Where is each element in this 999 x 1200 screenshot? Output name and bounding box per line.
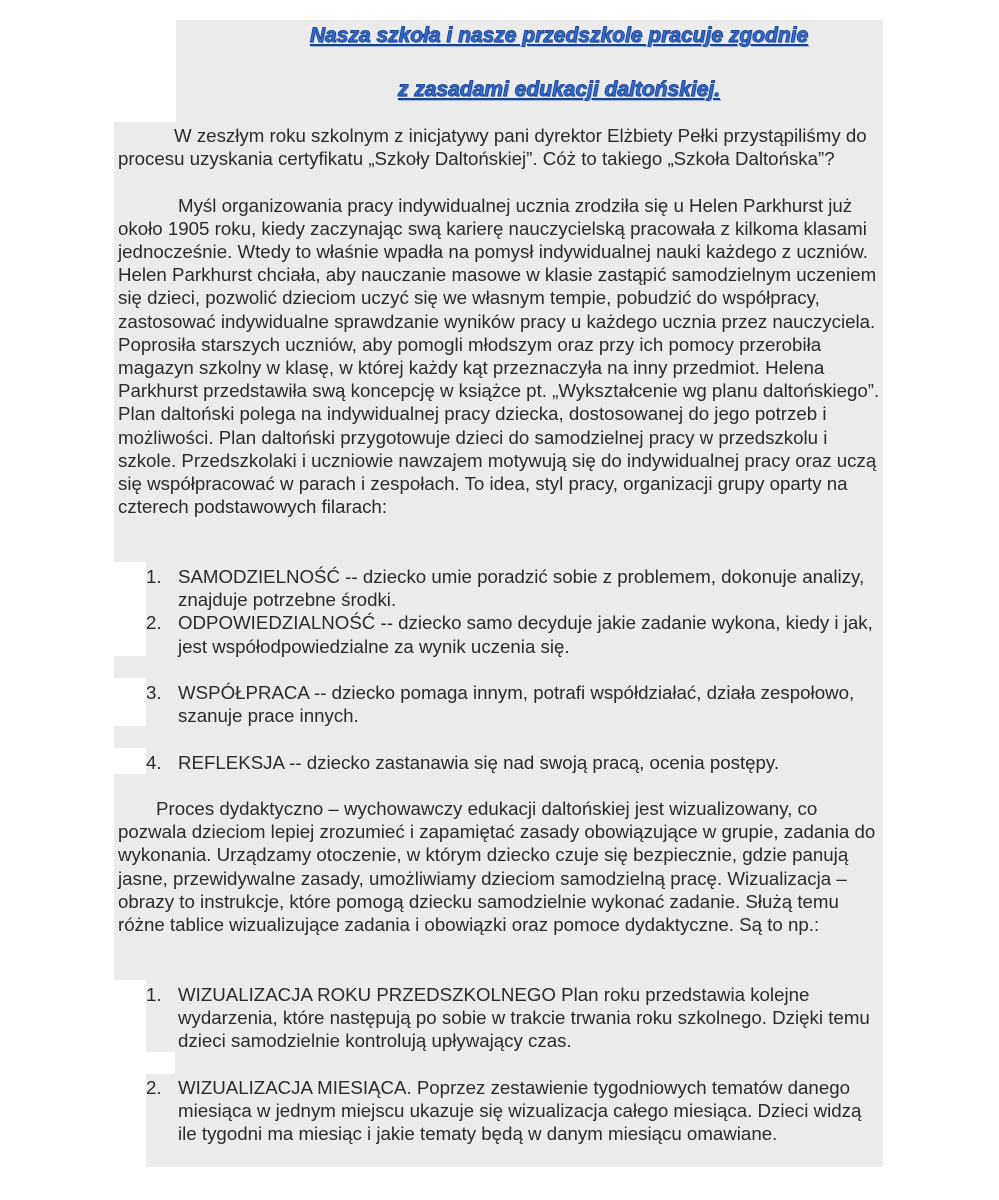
pillar-text: ODPOWIEDZIALNOŚĆ -- dziecko samo decyduje jakie zadanie wykona, kiedy i jak, jest współodpowiedzialne za wynik uczenia się.: [178, 612, 873, 657]
visualization-text: WIZUALIZACJA ROKU PRZEDSZKOLNEGO Plan roku przedstawia kolejne wydarzenia, które następują po sobie w trakcie trwania roku szkolnego. Dzięki temu dzieci samodzielnie kontrolują upływający czas.: [178, 984, 870, 1052]
process-paragraph: [118, 797, 883, 936]
history-text: Myśl organizowania pracy indywidualnej ucznia zrodziła się u Helen Parkhurst już około 1905 roku, kiedy zaczynając swą karierę nauczycielską pracowała z kilkoma klasami jednocześnie. Wtedy to właśnie wpadła na pomysł indywidualnej nauki każdego z uczniów. Helen Parkhurst chciała, aby nauczanie masowe w klasie zastąpić samodzielnym uczeniem się dzieci, pozwolić dzieciom uczyć się we własnym tempie, pobudzić do współpracy, zastosować indywidualne sprawdzanie wyników pracy u każdego ucznia przez nauczyciela. Poprosiła starszych uczniów, aby pomogli młodszym oraz przy ich pomocy przerobiła magazyn szkolny w klasę, w której każdy kąt przeznaczyła na inny przedmiot. Helena Parkhurst przedstawiła swą koncepcję w książce pt. „Wykształcenie wg planu daltońskiego”. Plan daltoński polega na indywidualnej pracy dziecka, dostosowanej do jego potrzeb i możliwości. Plan daltoński przygotowuje dzieci do samodzielnej pracy w przedszkolu i szkole. Przedszkolaki i uczniowie nawzajem motywują się do indywidualnej pracy oraz uczą się współpracować w parach i zespołach. To idea, styl pracy, organizacji grupy oparty na czterech podstawowych filarach:: [118, 194, 880, 518]
list-item: [146, 1076, 883, 1146]
pillar-text: REFLEKSJA -- dziecko zastanawia się nad swoją pracą, ocenia postępy.: [178, 751, 780, 773]
list-item: [146, 565, 883, 611]
visualization-list: [146, 983, 883, 1145]
list-number: 4.: [146, 751, 162, 773]
list-number: 2.: [146, 1076, 162, 1098]
intro-paragraph: [118, 124, 883, 170]
pillar-text: WSPÓŁPRACA -- dziecko pomaga innym, potrafi współdziałać, działa zespołowo, szanuje prace innych.: [178, 682, 855, 727]
list-item: [146, 681, 883, 727]
title-line-1: Nasza szkoła i nasze przedszkole pracuje zgodnie: [309, 24, 809, 47]
intro-text: W zeszłym roku szkolnym z inicjatywy pani dyrektor Elżbiety Pełki przystąpiliśmy do procesu uzyskania certyfikatu „Szkoły Daltońskiej”. Cóż to takiego „Szkoła Daltońska”?: [118, 125, 867, 170]
list-number: 2.: [146, 612, 162, 634]
visualization-text: WIZUALIZACJA MIESIĄCA. Poprzez zestawienie tygodniowych tematów danego miesiąca w jednym miejscu ukazuje się wizualizacja całego miesiąca. Dzieci widzą ile tygodni ma miesiąc i jakie tematy będą w danym miesiącu omawiane.: [178, 1076, 862, 1145]
list-number: 1.: [146, 566, 162, 587]
list-item: [146, 611, 883, 657]
list-number: 3.: [146, 682, 162, 703]
process-text: Proces dydaktyczno – wychowawczy edukacji daltońskiej jest wizualizowany, co pozwala dzieciom lepiej zrozumieć i zapamiętać zasady obowiązujące w grupie, zadania do wykonania. Urządzamy otoczenie, w którym dziecko czuje się bezpiecznie, gdzie panują jasne, przewidywalne zasady, umożliwiamy dzieciom samodzielną pracę. Wizualizacja – obrazy to instrukcje, które pomogą dziecku samodzielnie wykonać zadanie. Służą temu różne tablice wizualizujące zadania i obowiązki oraz pomoce dydaktyczne. Są to np.:: [118, 798, 876, 936]
pillar-text: SAMODZIELNOŚĆ -- dziecko umie poradzić sobie z problemem, dokonuje analizy, znajduje potrzebne środki.: [178, 566, 865, 611]
list-item: [146, 751, 883, 774]
title-line-2: z zasadami edukacji daltońskiej.: [397, 78, 721, 101]
list-number: 1.: [146, 984, 162, 1005]
history-paragraph: [118, 194, 883, 519]
list-item: [146, 983, 883, 1053]
list-spacer: [146, 1053, 883, 1076]
list-spacer: [146, 727, 883, 750]
list-spacer: [146, 658, 883, 681]
pillars-list: [146, 565, 883, 774]
